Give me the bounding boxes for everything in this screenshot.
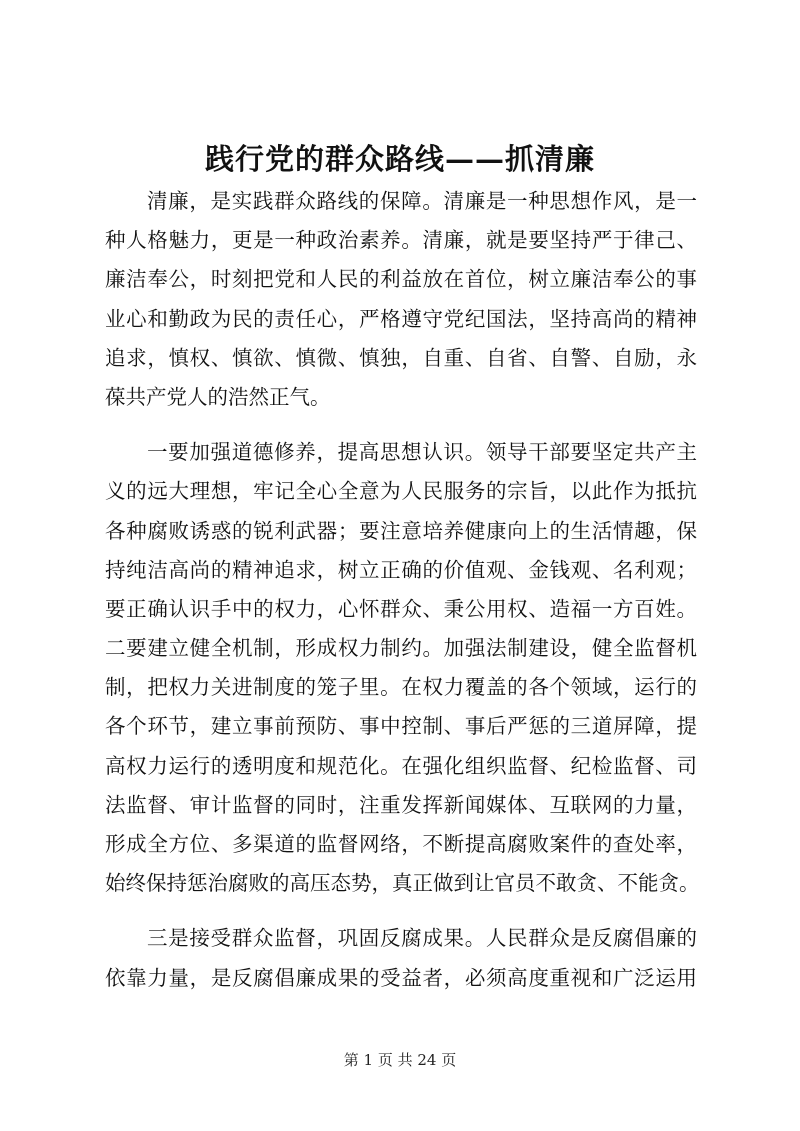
paragraph-2-line-2: 义的远大理想，牢记全心全意为人民服务的宗旨，以此作为抵抗 xyxy=(105,479,697,504)
paragraph-2-line-11: 形成全方位、多渠道的监督网络，不断提高腐败案件的查处率， xyxy=(105,832,697,856)
paragraph-1-line-3: 廉洁奉公，时刻把党和人民的利益放在首位，树立廉洁奉公的事 xyxy=(105,267,697,292)
paragraph-2-line-7: 制，把权力关进制度的笼子里。在权力覆盖的各个领域，运行的 xyxy=(105,675,697,700)
paragraph-2 xyxy=(105,433,700,903)
paragraph-3-line-2: 依靠力量，是反腐倡廉成果的受益者，必须高度重视和广泛运用 xyxy=(105,965,697,990)
paragraph-2-line-9: 高权力运行的透明度和规范化。在强化组织监督、纪检监督、司 xyxy=(105,753,697,778)
paragraph-2-line-12: 始终保持惩治腐败的高压态势，真正做到让官员不敢贪、不能贪。 xyxy=(105,871,700,896)
paragraph-2-line-10: 法监督、审计监督的同时，注重发挥新闻媒体、互联网的力量， xyxy=(105,792,697,817)
paragraph-3-line-1: 三是接受群众监督，巩固反腐成果。人民群众是反腐倡廉的 xyxy=(147,926,697,951)
paragraph-3 xyxy=(105,919,697,997)
paragraph-2-line-6: 二要建立健全机制，形成权力制约。加强法制建设，健全监督机 xyxy=(105,636,697,661)
paragraph-1 xyxy=(105,182,697,417)
paragraph-2-line-8: 各个环节，建立事前预防、事中控制、事后严惩的三道屏障，提 xyxy=(105,714,697,739)
document-body xyxy=(105,182,700,998)
paragraph-gap xyxy=(105,903,697,919)
paragraph-2-line-5: 要正确认识手中的权力，心怀群众、秉公用权、造福一方百姓。 xyxy=(105,596,697,621)
paragraph-1-line-5: 追求，慎权、慎欲、慎微、慎独，自重、自省、自警、自励，永 xyxy=(105,345,697,370)
paragraph-1-line-4: 业心和勤政为民的责任心，严格遵守党纪国法，坚持高尚的精神 xyxy=(105,306,697,331)
paragraph-gap xyxy=(105,417,697,433)
paragraph-1-line-2: 种人格魅力，更是一种政治素养。清廉，就是要坚持严于律己、 xyxy=(105,228,697,253)
paragraph-1-line-1: 清廉，是实践群众路线的保障。清廉是一种思想作风，是一 xyxy=(147,189,697,213)
paragraph-2-line-1: 一要加强道德修养，提高思想认识。领导干部要坚定共产主 xyxy=(147,440,697,465)
page-number-footer: 第 1 页 共 24 页 xyxy=(343,1051,457,1069)
document-title: 践行党的群众路线——抓清廉 xyxy=(204,142,595,176)
paragraph-1-line-6: 葆共产党人的浩然正气。 xyxy=(105,384,331,409)
paragraph-2-line-4: 持纯洁高尚的精神追求，树立正确的价值观、金钱观、名利观； xyxy=(105,557,697,582)
paragraph-2-line-3: 各种腐败诱惑的锐利武器；要注意培养健康向上的生活情趣，保 xyxy=(105,518,697,543)
